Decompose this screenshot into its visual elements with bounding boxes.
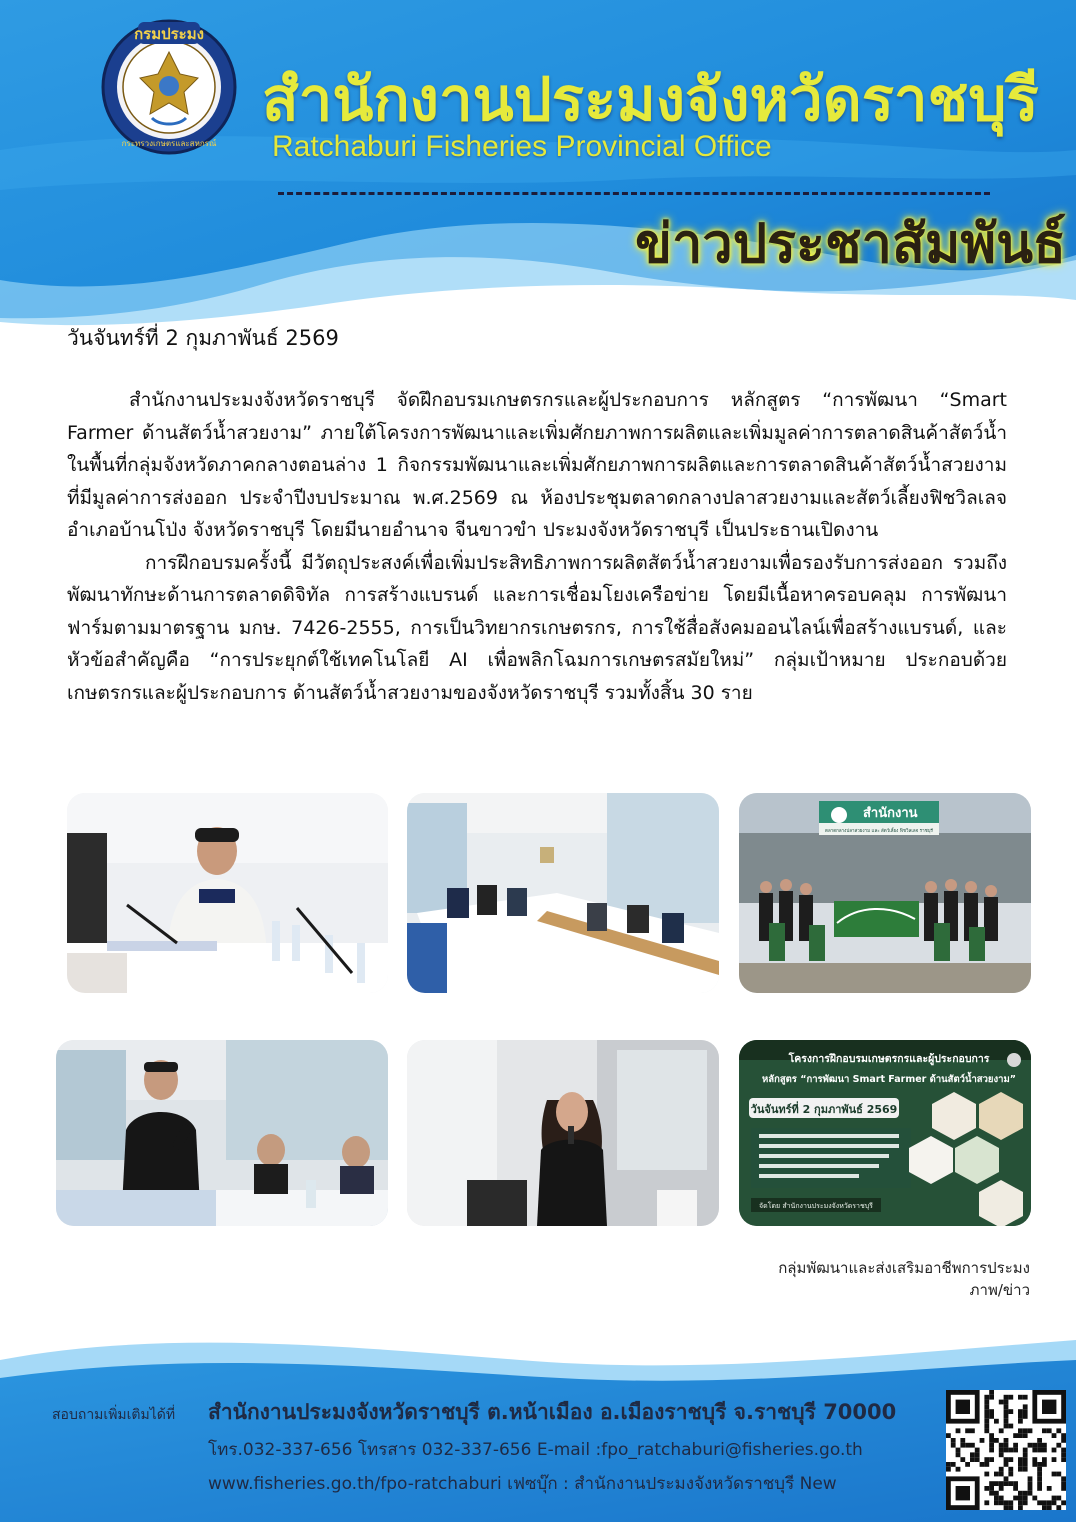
- article-date: วันจันทร์ที่ 2 กุมภาพันธ์ 2569: [67, 326, 339, 350]
- photo-group: [739, 793, 1031, 993]
- photo-event-slide: [739, 1040, 1031, 1226]
- qr-code[interactable]: [946, 1390, 1066, 1510]
- page-header: [0, 0, 1076, 340]
- svg-text:กรมประมง: กรมประมง: [134, 25, 204, 43]
- contact-prefix: สอบถามเพิ่มเติมได้ที่: [52, 1407, 176, 1423]
- header-divider: [278, 192, 990, 195]
- article-body: [67, 384, 1007, 709]
- photo-chairman-speaking: [67, 793, 388, 993]
- press-release-label: ข่าวประชาสัมพันธ์: [635, 212, 1066, 275]
- contact-phone-email: โทร.032-337-656 โทรสาร 032-337-656 E-mail :fpo_ratchaburi@fisheries.go.th: [208, 1440, 863, 1460]
- svg-text:โครงการฝึกอบรมเกษตรกรและผู้ประ: โครงการฝึกอบรมเกษตรกรและผู้ประกอบการ: [788, 1053, 990, 1065]
- credit-group: กลุ่มพัฒนาและส่งเสริมอาชีพการประมง: [778, 1259, 1030, 1277]
- contact-address: สำนักงานประมงจังหวัดราชบุรี ต.หน้าเมือง อ.เมืองราชบุรี จ.ราชบุรี 70000: [208, 1400, 897, 1424]
- svg-text:หลักสูตร “การพัฒนา Smart Farme: หลักสูตร “การพัฒนา Smart Farmer ด้านสัตว์น้ำสวยงาม”: [762, 1074, 1016, 1085]
- article-paragraph: การฝึกอบรมครั้งนี้ มีวัตถุประสงค์เพื่อเพิ่มประสิทธิภาพการผลิตสัตว์น้ำสวยงามเพื่อรองรับการส่งออก รวมถึงพัฒนาทักษะด้านการตลาดดิจิทัล การสร้างแบรนด์ และการเชื่อมโยงเครือข่าย โดยมีเนื้อหาครอบคลุม การพัฒนาฟาร์มตามมาตรฐาน มกษ. 7426-2555, การเป็นวิทยากรเกษตรกร, การใช้สื่อสังคมออนไลน์เพื่อสร้างแบรนด์, และหัวข้อสำคัญคือ “การประยุกต์ใช้เทคโนโลยี AI เพื่อพลิกโฉมการเกษตรสมัยใหม่” กลุ่มเป้าหมาย ประกอบด้วย เกษตรกรและผู้ประกอบการ ด้านสัตว์น้ำสวยงามของจังหวัดราชบุรี รวมทั้งสิ้น 30 ราย: [67, 551, 1007, 704]
- photo-speaker-man: [56, 1040, 388, 1226]
- svg-text:วันจันทร์ที่ 2 กุมภาพันธ์ 2569: วันจันทร์ที่ 2 กุมภาพันธ์ 2569: [750, 1103, 898, 1116]
- photo-credit: [630, 1257, 1030, 1301]
- photo-speaker-woman: [407, 1040, 719, 1226]
- contact-web-facebook: www.fisheries.go.th/fpo-ratchaburi เฟซบุ๊ก : สำนักงานประมงจังหวัดราชบุรี New: [208, 1474, 837, 1494]
- svg-text:จัดโดย สำนักงานประมงจังหวัดราช: จัดโดย สำนักงานประมงจังหวัดราชบุรี: [759, 1202, 873, 1210]
- svg-text:กระทรวงเกษตรและสหกรณ์: กระทรวงเกษตรและสหกรณ์: [121, 139, 217, 148]
- article-paragraph: สำนักงานประมงจังหวัดราชบุรี จัดฝึกอบรมเกษตรกรและผู้ประกอบการ หลักสูตร “การพัฒนา “Smart Farmer ด้านสัตว์น้ำสวยงาม” ภายใต้โครงการพัฒนาและเพิ่มศักยภาพการผลิตและเพิ่มมูลค่าการตลาดสินค้าสัตว์น้ำในพื้นที่กลุ่มจังหวัดภาคกลางตอนล่าง 1 กิจกรรมพัฒนาและเพิ่มศักยภาพการผลิตและการตลาดสินค้าสัตว์น้ำสวยงามที่มีมูลค่าการส่งออก ประจำปีงบประมาณ พ.ศ.2569 ณ ห้องประชุมตลาดกลางปลาสวยงามและสัตว์เลี้ยงฟิชวิลเลจ อำเภอบ้านโป่ง จังหวัดราชบุรี โดยมีนายอำนาจ จีนขาวขำ ประมงจังหวัดราชบุรี เป็นประธานเปิดงาน: [67, 389, 1007, 541]
- office-title-english: Ratchaburi Fisheries Provincial Office: [272, 130, 772, 163]
- page-footer: [0, 1320, 1076, 1522]
- svg-text:สำนักงาน: สำนักงาน: [863, 806, 918, 821]
- photo-training-room: [407, 793, 719, 993]
- credit-role: ภาพ/ข่าว: [969, 1281, 1030, 1299]
- svg-text:ตลาดกลางปลาสวยงาม และ สัตว์เลี: ตลาดกลางปลาสวยงาม และ สัตว์เลี้ยง ฟิชวิลเลจ ราชบุรี: [825, 829, 933, 834]
- fisheries-department-seal: [100, 18, 238, 156]
- office-title-thai: สำนักงานประมงจังหวัดราชบุรี: [262, 65, 1039, 135]
